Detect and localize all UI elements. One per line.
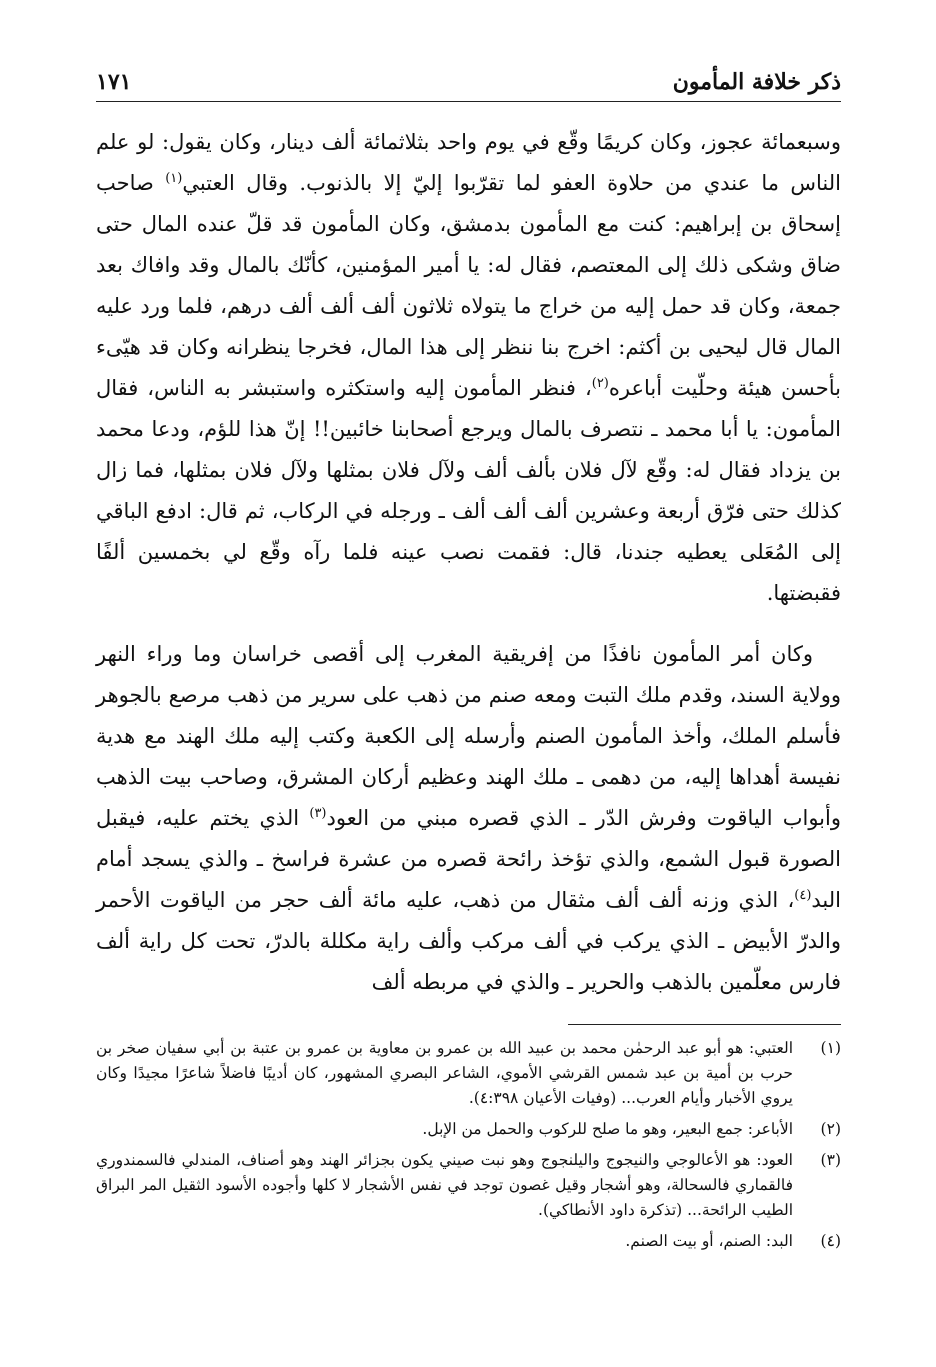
- footnotes: [96, 1036, 841, 1260]
- paragraph-1-part-a: وسبعمائة عجوز، وكان كريمًا وقّع في يوم واحد بثلاثمائة ألف دينار، وكان يقول: لو علم الناس ما عندي من حلاوة العفو لما تقرّبوا إليّ إلا بالذنوب. وقال العتبي: [96, 130, 842, 195]
- paragraph-2-part-b: الذي يختم عليه، فيقبل الصورة قبول الشمع، والذي تؤخذ رائحة قصره من عشرة فراسخ ـ والذي يسجد أمام البد: [96, 806, 841, 912]
- paragraph-1: [96, 122, 841, 614]
- footnote-text: الأباعر: جمع البعير، وهو ما صلح للركوب والحمل من الإبل.: [422, 1120, 793, 1138]
- footnote-text: البد: الصنم، أو بيت الصنم.: [625, 1232, 793, 1250]
- paragraph-2-part-a: وكان أمر المأمون نافذًا من إفريقية المغرب إلى أقصى خراسان وما وراء النهر وولاية السند، وقدم ملك التبت ومعه صنم من ذهب على سرير من ذهب مرصع بالجوهر فأسلم الملك، وأخذ المأمون الصنم وأرسله إلى الكعبة وكتب إليه ملك الهند مع هدية نفيسة أهداها إليه، من دهمى ـ ملك الهند وعظيم أركان المشرق، وصاحب بيت الذهب وأبواب الياقوت وفرش الدّر ـ الذي قصره مبني من العود: [96, 642, 842, 830]
- footnote-number: (٤): [820, 1232, 841, 1250]
- footnote-2: [96, 1117, 841, 1142]
- footnote-ref-1[interactable]: (١): [165, 171, 183, 186]
- footnote-text: العتبي: هو أبو عبد الرحمٰن محمد بن عبيد الله بن عمرو بن معاوية بن عمرو بن عتبة بن أبي سفيان صخر بن حرب بن أمية بن عبد شمس القرشي الأموي، الشاعر البصري المشهور، كان أديبًا فاضلاً شاعرًا مجيدًا وكان يروي الأخبار وأيام العرب... (وفيات الأعيان ٤:٣٩٨).: [96, 1039, 793, 1107]
- footnote-1: [96, 1036, 841, 1111]
- running-title: ذكر خلافة المأمون: [672, 69, 841, 95]
- main-text: [96, 122, 841, 1003]
- paragraph-1-part-b: صاحب إسحاق بن إبراهيم: كنت مع المأمون بدمشق، وكان المأمون قد قلّ عنده المال حتى ضاق وشكى ذلك إلى المعتصم، فقال له: يا أمير المؤمنين، كأنّك بالمال وقد وافاك بعد جمعة، وكان قد حمل إليه من خراج ما يتولاه ثلاثون ألف ألف ألف درهم، فلما ورد عليه المال قال ليحيى بن أكثم: اخرج بنا ننظر إلى هذا المال، فخرجا ينظرانه وكان قد هيّىء بأحسن هيئة وحلّيت أباعره: [96, 171, 841, 400]
- paragraph-2: [96, 634, 841, 1003]
- footnote-3: [96, 1148, 841, 1223]
- paragraph-2-part-c: ، الذي وزنه ألف ألف مثقال من ذهب، عليه مائة ألف حجر من الياقوت الأحمر والدرّ الأبيض ـ الذي يركب في ألف مركب وألف راية مكللة بالدرّ، تحت كل راية ألف فارس معلّمين بالذهب والحرير ـ والذي في مربطه ألف: [96, 888, 841, 994]
- footnote-4: [96, 1229, 841, 1254]
- footnote-number: (٢): [820, 1120, 841, 1138]
- footnote-divider: [568, 1024, 841, 1025]
- footnote-number: (٣): [820, 1151, 841, 1169]
- footnote-ref-3[interactable]: (٣): [309, 806, 327, 821]
- page-number: ١٧١: [96, 69, 132, 95]
- footnote-number: (١): [820, 1039, 841, 1057]
- footnote-text: العود: هو الأعالوجي والنيجوج واليلنجوج وهو نبت صيني يكون بجزائر الهند وهو أصناف، المندلي فالسمندوري فالقماري فالسحالة، وهو أشجار وقيل غصون توجد في نفس الأشجار لا كلها وأجوده الأسود الثقيل المر البراق الطيب الرائحة... (تذكرة داود الأنطاكي).: [96, 1151, 793, 1219]
- header-divider: [96, 101, 841, 102]
- page-header: [96, 64, 841, 100]
- footnote-ref-2[interactable]: (٢): [591, 376, 609, 391]
- footnote-ref-4[interactable]: (٤): [794, 888, 812, 903]
- paragraph-1-part-c: ، فنظر المأمون إليه واستكثره واستبشر به الناس، فقال المأمون: يا أبا محمد ـ نتصرف بالمال ويرجع أصحابنا خائبين!! إنّ هذا للؤم، ودعا محمد بن يزداد فقال له: وقّع لآل فلان بألف ألف ولآل فلان بمثلها ولآل فلان بمثلها، فما زال كذلك حتى فرّق أربعة وعشرين ألف ألف ألف ـ ورجله في الركاب، ثم قال: ادفع الباقي إلى المُعَلى يعطيه جندنا، قال: فقمت نصب عينه فلما رآه وقّع لي بخمسين ألفًا فقبضتها.: [96, 376, 841, 605]
